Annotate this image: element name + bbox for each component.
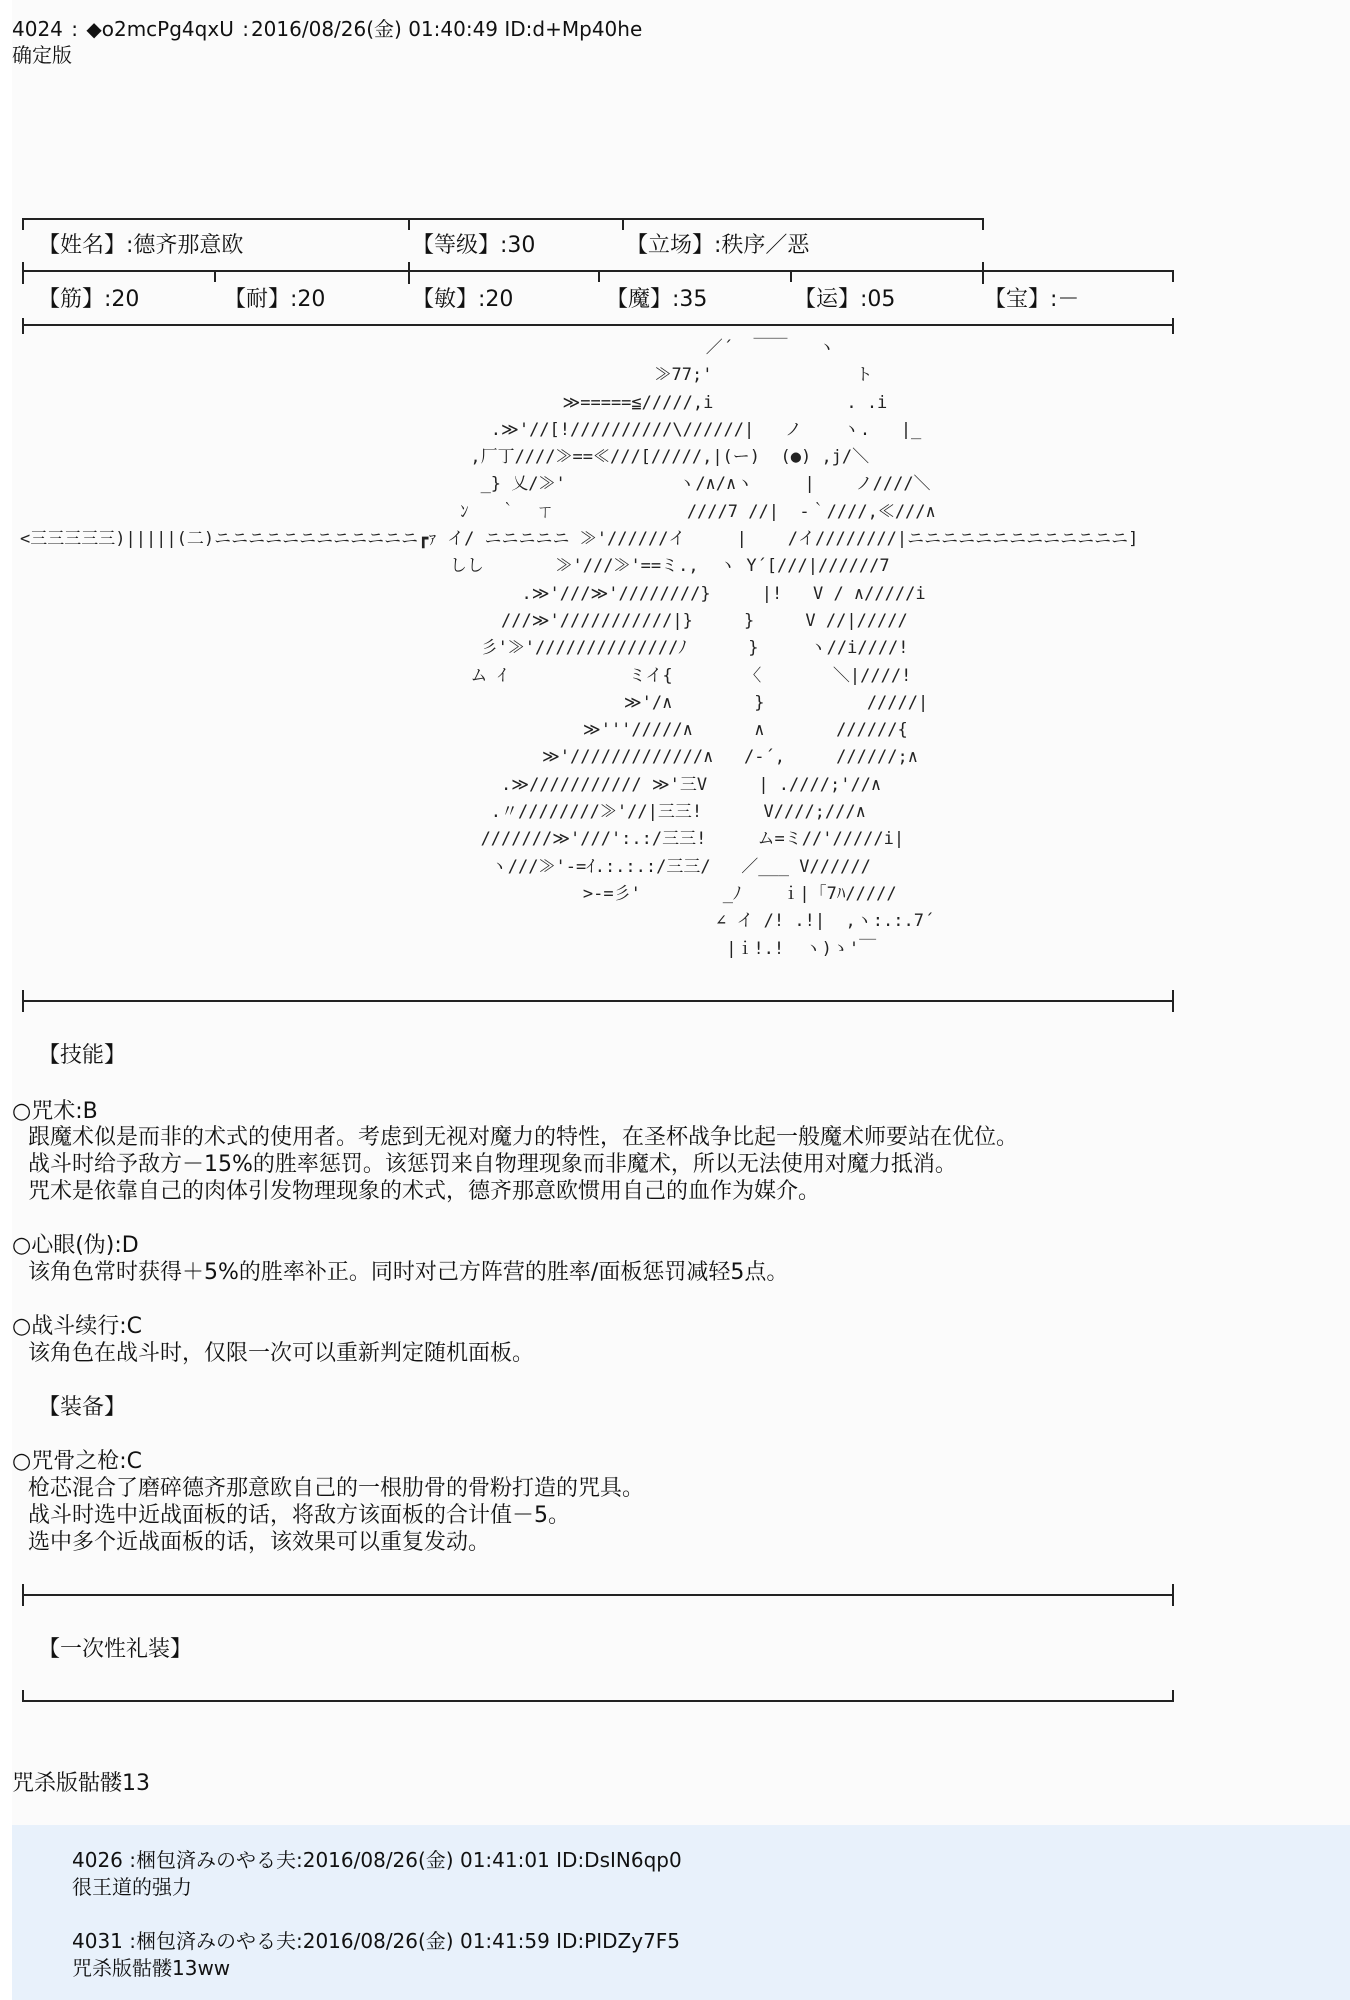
skill-head: ○心眼(伪):D xyxy=(12,1233,139,1258)
divider-tick xyxy=(1172,1690,1174,1702)
skill-line: 跟魔术似是而非的术式的使用者。考虑到无视对魔力的特性，在圣杯战争比起一般魔术师要站在优位。 xyxy=(28,1125,1019,1150)
reply-header: 4026 :梱包済みのやる夫:2016/08/26(金) 01:41:01 ID:DsIN6qp0 xyxy=(72,1848,682,1872)
table-tick xyxy=(1172,270,1174,282)
equipment-title: 【装备】 xyxy=(38,1395,127,1420)
status-agi: 【敏】:20 xyxy=(412,287,514,312)
post-datetime: 2016/08/26(金) 01:40:49 xyxy=(250,17,499,41)
divider-tick xyxy=(22,990,24,1012)
table-border-bottom xyxy=(22,324,1174,326)
status-np: 【宝】:－ xyxy=(984,287,1080,312)
reply-body: 很王道的强力 xyxy=(72,1875,192,1899)
reply-header: 4031 :梱包済みのやる夫:2016/08/26(金) 01:41:59 ID:PIDZy7F5 xyxy=(72,1929,681,1953)
equipment-line: 枪芯混合了磨碎德齐那意欧自己的一根肋骨的骨粉打造的咒具。 xyxy=(28,1476,645,1501)
status-alignment: 【立场】:秩序／恶 xyxy=(626,233,810,258)
poster-name: ◆o2mcPg4qxU xyxy=(86,17,234,41)
post-number[interactable]: 4024 xyxy=(12,17,63,41)
table-tick xyxy=(22,318,24,334)
skill-line: 该角色常时获得＋5%的胜率补正。同时对己方阵营的胜率/面板惩罚减轻5点。 xyxy=(28,1260,789,1285)
divider-equipment xyxy=(22,1594,1174,1596)
replies-panel xyxy=(12,1825,1350,2000)
skill-line: 咒术是依靠自己的肉体引发物理现象的术式，德齐那意欧惯用自己的血作为媒介。 xyxy=(28,1179,821,1204)
divider-tick xyxy=(1172,1584,1174,1606)
post-footer-text: 咒杀版骷髅13 xyxy=(12,1771,150,1796)
skill-line: 该角色在战斗时，仅限一次可以重新判定随机面板。 xyxy=(28,1341,535,1366)
status-level: 【等级】:30 xyxy=(412,233,536,258)
equipment-head: ○咒骨之枪:C xyxy=(12,1449,142,1474)
table-tick xyxy=(598,270,600,282)
divider-art xyxy=(22,1000,1174,1002)
table-tick xyxy=(22,262,24,284)
skill-head: ○战斗续行:C xyxy=(12,1314,142,1339)
table-tick xyxy=(408,262,410,284)
divider-mystic xyxy=(22,1700,1174,1702)
ascii-art: ／´ ￣￣ ヽ ≫77;' ト ≫=====≦/////,i . .i .≫'//[!//////////\//////| ノ ヽ. |_ ,厂丁////≫==≪///[/////,|(ー) (●) ,j/＼ _} 乂/≫' ヽ/∧/∧ヽ | ノ////＼ ﾝ ｀ ㄒ ////7 //| -｀////,≪///∧ <三三三三三)|||||(二)ニニニニニニニニニニニニ┏ｧ イ/ ニニニニニ ≫'//////イ | /イ////////|ニニニニニニニニニニニニニ] しし ≫'///≫'==ミ., ヽ Y´[///|//////7 .≫'///≫'////////} |! V / ∧/////i ///≫'///////////|} } V //|///// 彡'≫'//////////////ﾉ } ヽ//i////! ム ｲ ミイ{ 〈 ＼|////! ≫'/∧ } /////| ≫'''/////∧ ∧ //////{ ≫'/////////////∧ /-´, //////;∧ .≫/////////// ≫'三V | .////;'//∧ .〃////////≫'//|三三! V////;///∧ ///////≫'///':.:/三三! ム=ミ//'/////i| ヽ///≫'-=ｲ.:.:.:/三三/ ／___ V////// >-=彡' _ﾉ ｉ|「7ﾊ///// ∠ イ /! .!| ,ヽ:.:.7´ |ｉ!.! ヽ)ゝ'￣ xyxy=(20,338,1139,959)
status-luck: 【运】:05 xyxy=(794,287,896,312)
table-tick xyxy=(982,262,984,284)
post-header: 4024 : ◆o2mcPg4qxU : 2016/08/26(金) 01:40:49 ID:d+Mp40he xyxy=(12,17,643,41)
mystic-code-title: 【一次性礼装】 xyxy=(38,1637,193,1662)
equipment-line: 选中多个近战面板的话，该效果可以重复发动。 xyxy=(28,1530,491,1555)
status-str: 【筋】:20 xyxy=(38,287,140,312)
table-border-top xyxy=(22,218,984,220)
table-tick xyxy=(622,218,624,230)
divider-tick xyxy=(22,1690,24,1702)
table-tick xyxy=(790,270,792,282)
status-name: 【姓名】:德齐那意欧 xyxy=(38,233,244,258)
table-tick xyxy=(408,218,410,230)
divider-tick xyxy=(1172,990,1174,1012)
table-tick xyxy=(22,218,24,230)
post-subtitle: 确定版 xyxy=(12,43,72,67)
table-tick xyxy=(214,270,216,282)
post-id[interactable]: ID:d+Mp40he xyxy=(504,17,643,41)
equipment-line: 战斗时选中近战面板的话，将敌方该面板的合计值－5。 xyxy=(28,1503,570,1528)
skill-line: 战斗时给予敌方－15%的胜率惩罚。该惩罚来自物理现象而非魔术，所以无法使用对魔力抵消。 xyxy=(28,1152,957,1177)
skill-head: ○咒术:B xyxy=(12,1099,98,1124)
status-mag: 【魔】:35 xyxy=(606,287,708,312)
reply-body: 咒杀版骷髅13ww xyxy=(72,1956,231,1980)
status-con: 【耐】:20 xyxy=(224,287,326,312)
skills-title: 【技能】 xyxy=(38,1043,127,1068)
table-tick xyxy=(982,218,984,230)
table-tick xyxy=(1172,318,1174,334)
divider-tick xyxy=(22,1584,24,1606)
